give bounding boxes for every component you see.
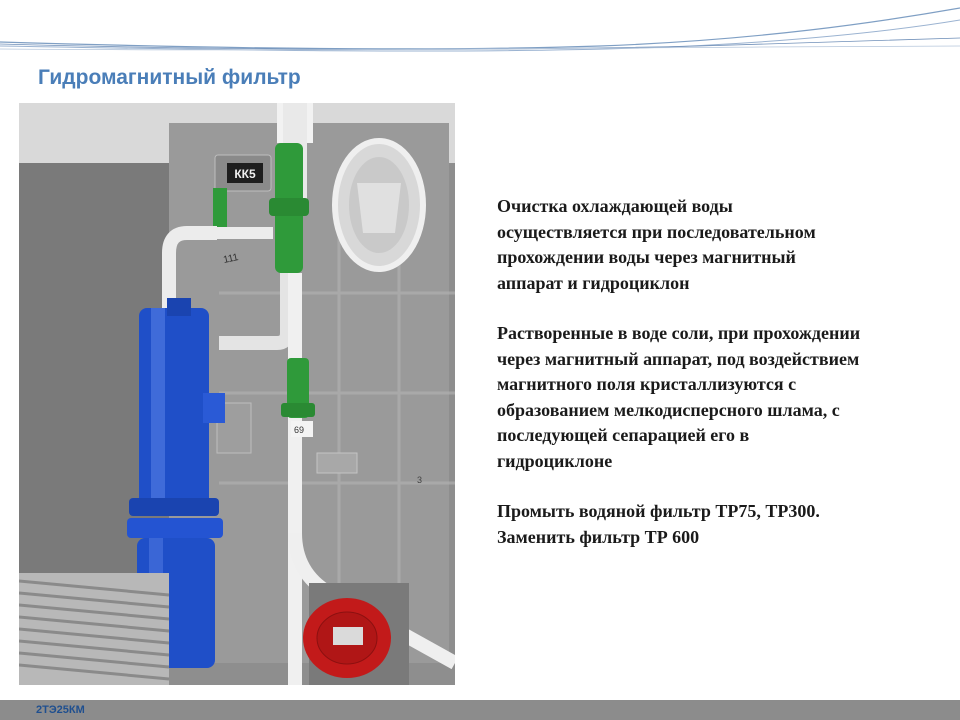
- pipe-label-69: 69: [294, 425, 305, 435]
- description-text: [497, 194, 937, 575]
- paragraph-salts: Растворенные в воде соли, при прохождении через магнитный аппарат, под воздействием магнитного поля кристаллизуются с образованием мелкодисперсного шлама, с последующей сепарацией его в гидроциклоне: [497, 323, 861, 471]
- slide-title: Гидромагнитный фильтр: [38, 66, 301, 89]
- kk5-tag: КК5: [234, 167, 256, 181]
- red-device: [303, 583, 409, 685]
- wall-mark: 3: [417, 475, 423, 485]
- pipe-label-111: 111: [222, 252, 240, 266]
- paragraph-cleaning: Очистка охлаждающей воды осуществляется при последовательном прохождении воды через магнитный аппарат и гидроциклон: [497, 196, 816, 293]
- header-wave-decoration: [0, 0, 960, 60]
- footer-bar: [0, 700, 960, 720]
- lamp-fixture: [335, 141, 423, 269]
- paragraph-maintenance: Промыть водяной фильтр ТР75, ТР300. Заменить фильтр ТР 600: [497, 501, 820, 547]
- hydromagnetic-filter-photo: [19, 103, 455, 685]
- radiator-grille: [19, 573, 169, 685]
- footer-label: 2ТЭ25КМ: [36, 704, 85, 716]
